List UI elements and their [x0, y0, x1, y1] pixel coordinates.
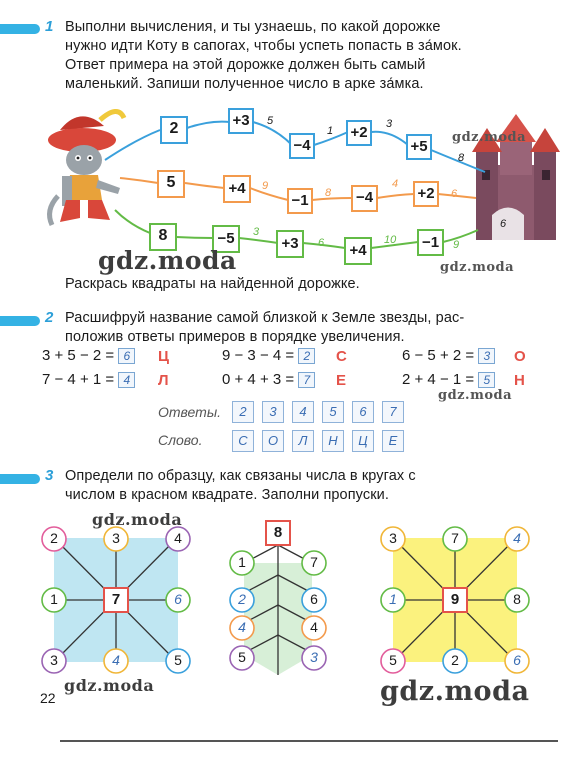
- fig1-circle[interactable]: 6: [174, 591, 182, 607]
- example-expr: 2 + 4 − 1 =: [402, 371, 475, 388]
- example-letter: С: [336, 348, 347, 365]
- example-letter: Л: [158, 372, 169, 389]
- castle-arch-number: 6: [500, 218, 507, 230]
- middle-path-answer-4: 6: [451, 188, 458, 200]
- bottom-path-step-4: −1: [421, 234, 440, 251]
- task1-line-3: Ответ примера на этой дорожке должен быть самый: [65, 57, 426, 73]
- task3-number: 3: [45, 467, 54, 484]
- task3-text: [65, 467, 535, 505]
- example-expr: 3 + 5 − 2 =: [42, 347, 115, 364]
- word-cell[interactable]: С: [232, 430, 254, 452]
- example-expr: 6 − 5 + 2 =: [402, 347, 475, 364]
- top-path-step-3: +2: [350, 124, 368, 141]
- fig2-circle: 5: [238, 649, 246, 665]
- task1-line-1: Выполни вычисления, и ты узнаешь, по какой дорожке: [65, 19, 441, 35]
- task3-line-2: числом в красном квадрате. Заполни пропуски.: [65, 487, 389, 503]
- answers-label: Ответы.: [158, 404, 222, 420]
- word-label: Слово.: [158, 432, 203, 448]
- example-1: [42, 347, 135, 364]
- task3-line-1: Определи по образцу, как связаны числа в кругах с: [65, 468, 416, 484]
- middle-path-answer-1: 9: [262, 180, 269, 192]
- example-answer[interactable]: 7: [298, 372, 315, 388]
- fig2-circle: 6: [310, 591, 318, 607]
- word-cell[interactable]: О: [262, 430, 284, 452]
- bottom-path-answer-3: 10: [384, 234, 397, 246]
- word-cell[interactable]: Л: [292, 430, 314, 452]
- example-3: [402, 347, 495, 364]
- fig1-circle: 1: [50, 591, 58, 607]
- bottom-path-step-2: +3: [281, 235, 299, 252]
- task1-number: 1: [45, 18, 54, 35]
- middle-path-answer-2: 8: [325, 187, 332, 199]
- watermark: gdz.moda: [98, 246, 237, 275]
- middle-path-answer-3: 4: [392, 178, 399, 190]
- fig1-circle[interactable]: 4: [112, 652, 120, 668]
- task1-text: [65, 18, 535, 94]
- fig2-circle[interactable]: 4: [238, 619, 246, 635]
- page-number: 22: [40, 690, 56, 706]
- task2-line-2: положив ответы примеров в порядке увеличения.: [65, 329, 405, 345]
- task2-line-1: Расшифруй название самой близкой к Земле звезды, рас-: [65, 310, 465, 326]
- bottom-path-answer-2: 6: [318, 237, 325, 249]
- fig1-circle: 2: [50, 530, 58, 546]
- cat-in-boots-icon: [48, 111, 124, 225]
- middle-path-start: 5: [166, 174, 176, 191]
- word-cell[interactable]: Н: [322, 430, 344, 452]
- word-cell[interactable]: Ц: [352, 430, 374, 452]
- example-letter: Е: [336, 372, 347, 389]
- middle-path-step-3: −4: [355, 189, 374, 206]
- fig2-circle: 4: [310, 619, 318, 635]
- bottom-path-start: 8: [158, 227, 168, 244]
- watermark: gdz.moda: [440, 260, 515, 275]
- middle-path-step-1: +4: [228, 180, 246, 197]
- task1-marker: [0, 24, 40, 34]
- answer-cell[interactable]: 5: [322, 401, 344, 423]
- example-expr: 0 + 4 + 3 =: [222, 371, 295, 388]
- watermark: gdz.moda: [452, 130, 527, 145]
- example-letter: О: [514, 348, 526, 365]
- example-expr: 7 − 4 + 1 =: [42, 371, 115, 388]
- task1-line-2: нужно идти Коту в сапогах, чтобы успеть попасть в за́мок.: [65, 38, 462, 54]
- fig3-circle: 7: [451, 530, 459, 546]
- top-path-answer-4: 8: [458, 152, 465, 164]
- fig3-circle[interactable]: 6: [513, 652, 521, 668]
- answer-cell[interactable]: 2: [232, 401, 254, 423]
- top-path-step-2: −4: [293, 137, 311, 154]
- watermark: gdz.moda: [380, 676, 530, 707]
- top-path-answer-2: 1: [327, 125, 334, 137]
- example-letter: Н: [514, 372, 525, 389]
- example-letter: Ц: [158, 348, 169, 365]
- example-5: [222, 371, 315, 388]
- bottom-path-answer-4: 9: [453, 239, 460, 251]
- middle-path-step-2: −1: [291, 192, 309, 209]
- word-cell[interactable]: Е: [382, 430, 404, 452]
- answer-cell[interactable]: 4: [292, 401, 314, 423]
- fig1-circle: 3: [112, 530, 120, 546]
- task1-line-4: маленький. Запиши полученное число в арке за́мка.: [65, 76, 424, 92]
- bottom-path-step-3: +4: [349, 242, 367, 259]
- top-path-answer-3: 3: [386, 118, 393, 130]
- watermark: gdz.moda: [92, 510, 183, 529]
- task2-text: [65, 309, 535, 347]
- top-path-start: 2: [169, 120, 179, 137]
- example-answer[interactable]: 6: [118, 348, 135, 364]
- fig3-circle: 5: [389, 652, 397, 668]
- answer-cell[interactable]: 3: [262, 401, 284, 423]
- example-expr: 9 − 3 − 4 =: [222, 347, 295, 364]
- task3-marker: [0, 474, 40, 484]
- fig2-circle: 7: [310, 554, 318, 570]
- fig1-circle: 5: [174, 652, 182, 668]
- bottom-path-step-1: −5: [217, 230, 235, 247]
- answer-cell[interactable]: 7: [382, 401, 404, 423]
- example-2: [222, 347, 315, 364]
- example-answer[interactable]: 5: [478, 372, 495, 388]
- fig3-center: 9: [450, 591, 460, 608]
- fig2-circle: 1: [238, 554, 246, 570]
- bottom-path-answer-1: 3: [253, 226, 260, 238]
- top-path-step-4: +5: [410, 138, 428, 155]
- example-answer[interactable]: 3: [478, 348, 495, 364]
- watermark: gdz.moda: [438, 388, 513, 403]
- fig3-circle[interactable]: 4: [513, 530, 521, 546]
- task1-caption: Раскрась квадраты на найденной дорожке.: [65, 276, 360, 292]
- middle-path-step-4: +2: [417, 185, 435, 202]
- answer-cell[interactable]: 6: [352, 401, 374, 423]
- task2-marker: [0, 316, 40, 326]
- fig1-circle: 4: [174, 530, 182, 546]
- fig3-circle: 2: [451, 652, 459, 668]
- task2-number: 2: [45, 309, 54, 326]
- fig3-circle: 8: [513, 591, 521, 607]
- paths-illustration: [0, 100, 568, 280]
- fig2-circle[interactable]: 2: [238, 591, 246, 607]
- example-4: [42, 371, 135, 388]
- example-answer[interactable]: 2: [298, 348, 315, 364]
- fig3-circle[interactable]: 1: [389, 591, 397, 607]
- example-answer[interactable]: 4: [118, 372, 135, 388]
- fig2-top: 8: [273, 524, 283, 541]
- fig3-circle: 3: [389, 530, 397, 546]
- watermark: gdz.moda: [64, 676, 155, 695]
- fig2-circle[interactable]: 3: [310, 649, 318, 665]
- fig1-center: 7: [111, 591, 121, 608]
- page-bottom-border: [60, 740, 558, 742]
- top-path-step-1: +3: [232, 112, 250, 129]
- top-path-answer-1: 5: [267, 115, 274, 127]
- fig1-circle: 3: [50, 652, 58, 668]
- example-6: [402, 371, 495, 388]
